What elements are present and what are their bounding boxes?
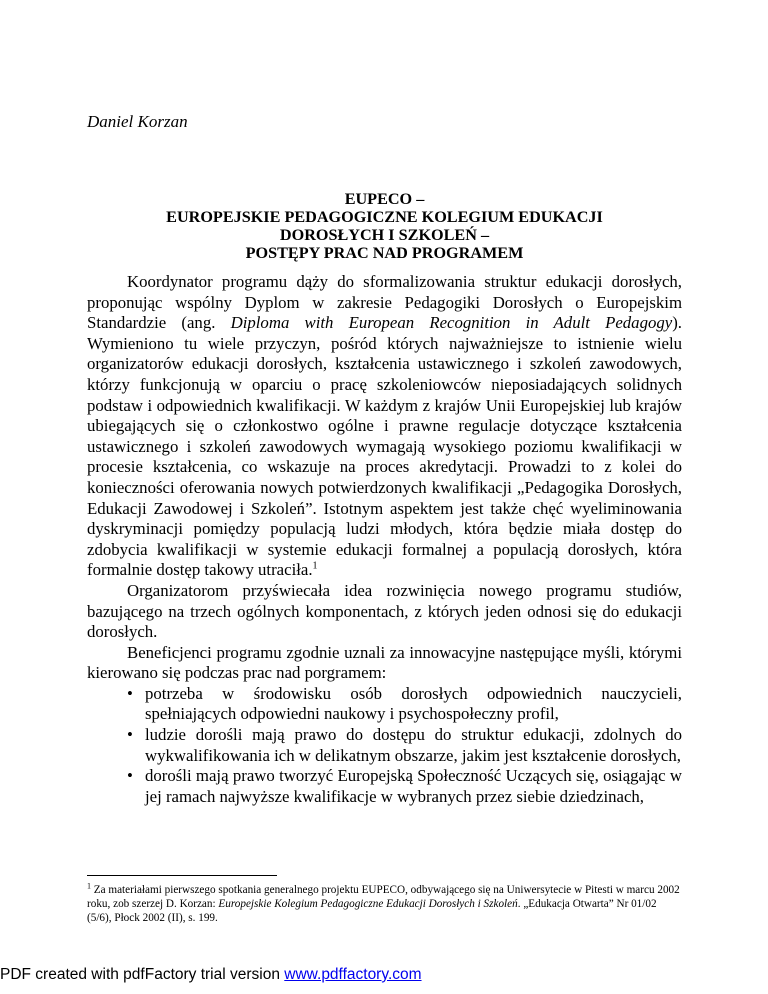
footnote-mark: 1: [87, 881, 91, 891]
list-item-text: potrzeba w środowisku osób dorosłych odpowiednich nauczycieli, spełniających odpowiedni naukowy i psychospołeczny profil,: [145, 683, 682, 724]
paragraph-1-text-b: ). Wymieniono tu wiele przyczyn, pośród których najważniejsze to istnienie wielu organizatorów edukacji dorosłych, kształcenia ustawicznego i szkoleń zawodowych, którzy funkcjonują w oparciu o pracę szkoleniowców nieposiadających solidnych podstaw i odpowiednich kwalifikacji. W każdym z krajów Unii Europejskiej lub krajów ubiegających się o członkostwo ogólne i prawne regulacje dotyczące kształcenia ustawicznego i szkoleń zawodowych wymagają wysokiego poziomu kwalifikacji w procesie kształcenia, co wskazuje na proces akredytacji. Prowadzi to z kolei do konieczności oferowania nowych potwierdzonych kwalifikacji „Pedagogika Dorosłych, Edukacji Zawodowej i Szkoleń”. Istotnym aspektem jest także chęć wyeliminowania dyskryminacji pomiędzy populacją ludzi młodych, która będzie miała dostęp do zdobycia kwalifikacji w systemie edukacji formalnej a populacją dorosłych, która formalnie dostęp takowy utraciła.: [87, 313, 682, 580]
list-item: [87, 725, 682, 766]
bullet-list: [87, 684, 682, 808]
paragraph-1: [87, 272, 682, 581]
footnote: [87, 883, 682, 925]
pdf-footer-text: PDF created with pdfFactory trial version: [0, 966, 285, 983]
footnote-italic: Europejskie Kolegium Pedagogiczne Edukacji Dorosłych i Szkoleń: [218, 898, 518, 910]
bullet-icon: •: [127, 683, 133, 703]
bullet-icon: •: [127, 725, 133, 745]
paragraph-3: Beneficjenci programu zgodnie uznali za innowacyjne następujące myśli, którymi kierowano się podczas prac nad porgramem:: [87, 642, 682, 683]
list-item: [87, 766, 682, 807]
title-line: EUROPEJSKIE PEDAGOGICZNE KOLEGIUM EDUKACJI: [166, 208, 603, 226]
list-item: [87, 684, 682, 725]
pdffactory-link[interactable]: www.pdffactory.com: [284, 966, 422, 983]
paragraph-2: Organizatorom przyświecała idea rozwinięcia nowego programu studiów, bazującego na trzech ogólnych komponentach, z których jeden odnosi się do edukacji dorosłych.: [87, 580, 682, 642]
paragraph-1-text-a: Koordynator programu dąży do sformalizowania struktur edukacji dorosłych, proponując wspólny Dyplom w zakresie Pedagogiki Dorosłych o Europejskim Standardzie (ang.: [87, 272, 682, 333]
list-item-text: ludzie dorośli mają prawo do dostępu do struktur edukacji, zdolnych do wykwalifikowania ich w delikatnym obszarze, jakim jest kształcenie dorosłych,: [145, 725, 682, 765]
list-item-text: dorośli mają prawo tworzyć Europejską Społeczność Uczących się, osiągając w jej ramach najwyższe kwalifikacje w wybranych przez siebie dziedzinach,: [145, 766, 682, 806]
footnote-reference[interactable]: 1: [312, 560, 318, 572]
article-title: [87, 190, 682, 262]
bullet-icon: •: [127, 766, 133, 786]
footnote-text-b: . „Edukacja Otwarta” Nr 01/02 (5/6), Płock 2002 (II), s. 199.: [87, 898, 657, 924]
footnote-separator: [87, 875, 277, 876]
footnote-text-a: Za materiałami pierwszego spotkania generalnego projektu EUPECO, odbywającego się na Uniwersytecie w Pitesti w marcu 2002 roku, zob szerzej D. Korzan:: [87, 884, 680, 910]
paragraph-1-italic: Diploma with European Recognition in Adult Pedagogy: [230, 313, 673, 333]
title-line: POSTĘPY PRAC NAD PROGRAMEM: [245, 244, 524, 262]
article-body: [87, 272, 682, 807]
pdf-creator-footer: [0, 966, 422, 984]
author-name: Daniel Korzan: [87, 112, 188, 131]
title-line: EUPECO –: [344, 190, 425, 208]
title-line: DOROSŁYCH I SZKOLEŃ –: [279, 226, 490, 244]
